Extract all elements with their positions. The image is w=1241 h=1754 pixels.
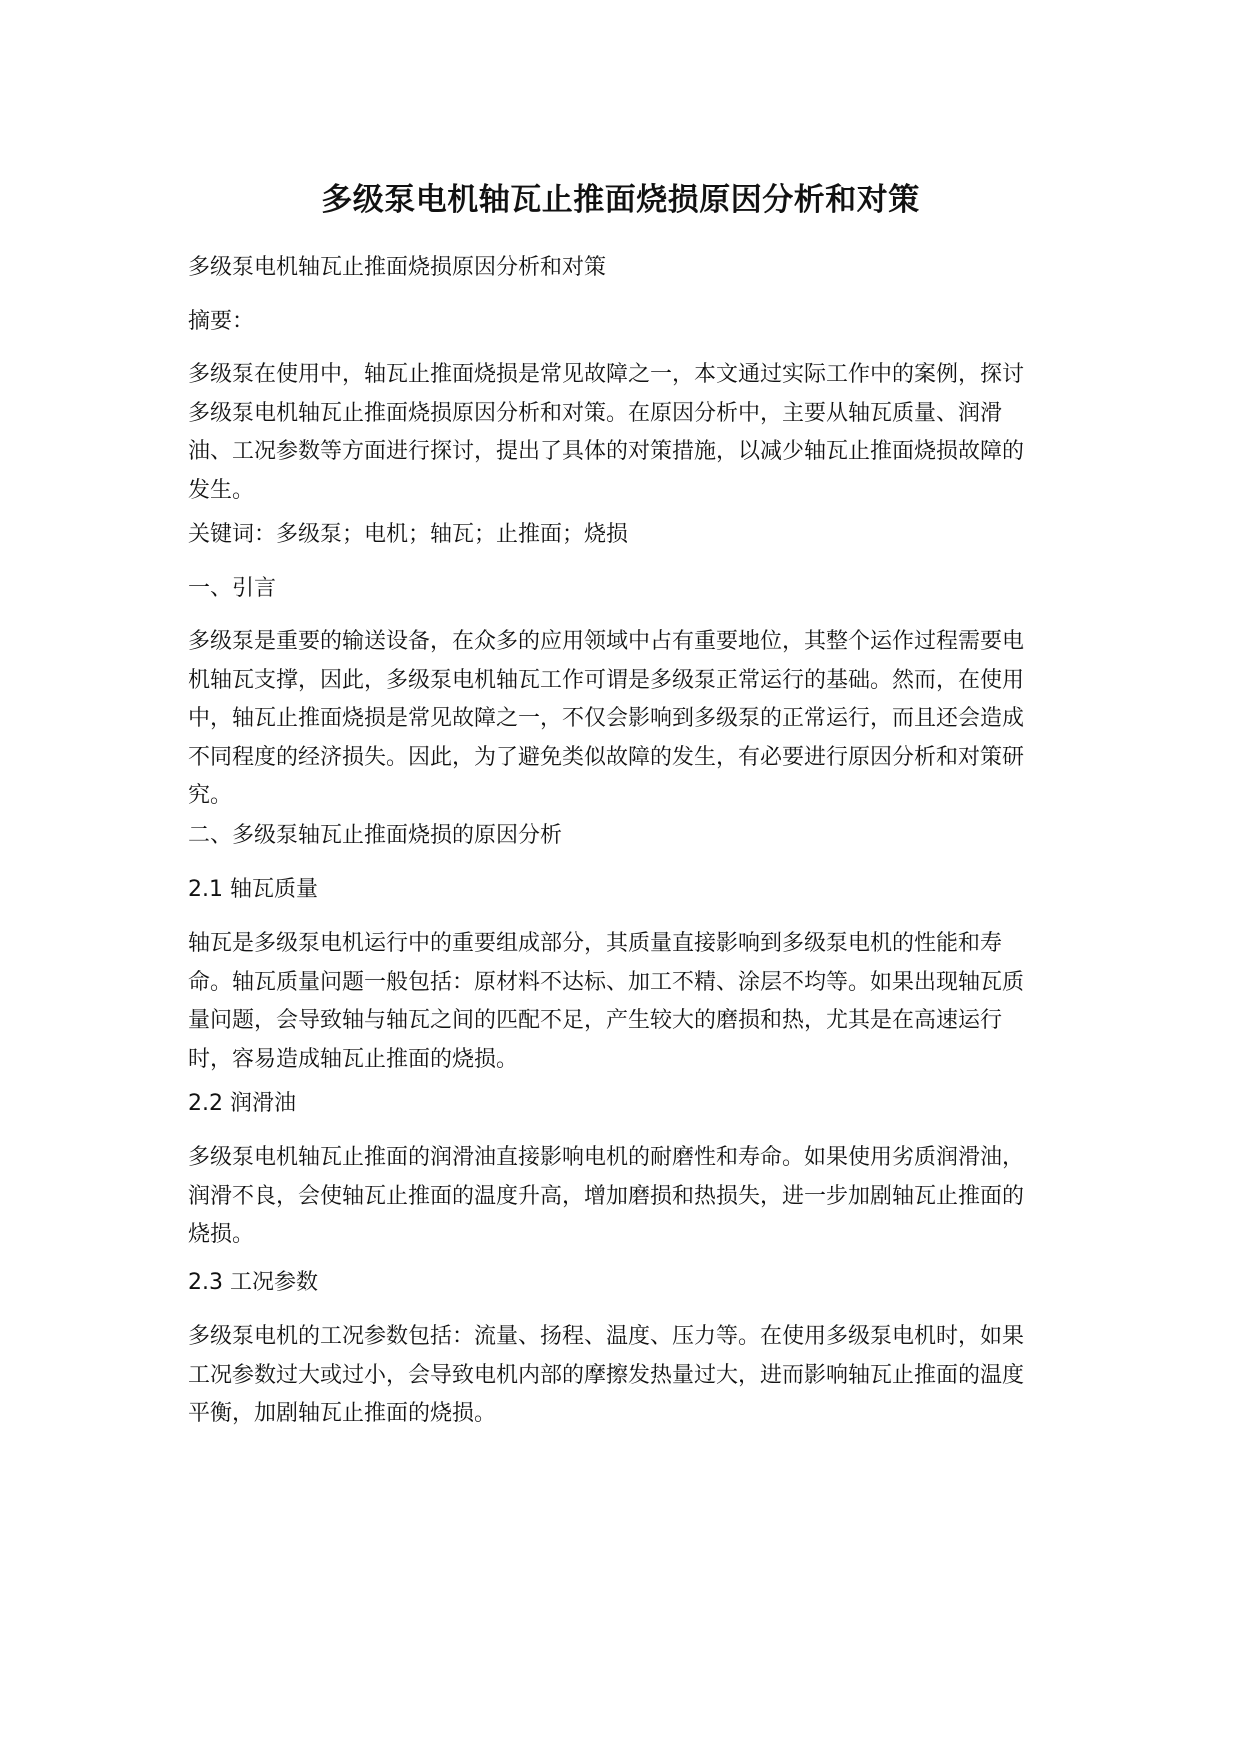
- subsection-heading-bearing-quality: 2.1 轴瓦质量: [188, 877, 318, 902]
- document-subtitle: 多级泵电机轴瓦止推面烧损原因分析和对策: [188, 255, 607, 280]
- bearing-quality-paragraph: 轴瓦是多级泵电机运行中的重要组成部分，其质量直接影响到多级泵电机的性能和寿命。轴瓦质量问题一般包括：原材料不达标、加工不精、涂层不均等。如果出现轴瓦质量问题，会导致轴与轴瓦之间的匹配不足，产生较大的磨损和热，尤其是在高速运行时，容易造成轴瓦止推面的烧损。: [188, 931, 1025, 1072]
- introduction-paragraph: 多级泵是重要的输送设备，在众多的应用领域中占有重要地位，其整个运作过程需要电机轴瓦支撑，因此，多级泵电机轴瓦工作可谓是多级泵正常运行的基础。然而，在使用中，轴瓦止推面烧损是常见故障之一，不仅会影响到多级泵的正常运行，而且还会造成不同程度的经济损失。因此，为了避免类似故障的发生，有必要进行原因分析和对策研究。: [188, 629, 1025, 808]
- lubricant-paragraph: 多级泵电机轴瓦止推面的润滑油直接影响电机的耐磨性和寿命。如果使用劣质润滑油，润滑不良，会使轴瓦止推面的温度升高，增加磨损和热损失，进一步加剧轴瓦止推面的烧损。: [188, 1145, 1025, 1247]
- keywords-line: 关键词：多级泵；电机；轴瓦；止推面；烧损: [188, 522, 629, 547]
- abstract-label: 摘要：: [188, 309, 255, 334]
- subsection-heading-lubricant: 2.2 润滑油: [188, 1091, 296, 1116]
- abstract-paragraph: 多级泵在使用中，轴瓦止推面烧损是常见故障之一，本文通过实际工作中的案例，探讨多级泵电机轴瓦止推面烧损原因分析和对策。在原因分析中，主要从轴瓦质量、润滑油、工况参数等方面进行探讨，提出了具体的对策措施，以减少轴瓦止推面烧损故障的发生。: [188, 362, 1025, 503]
- document-title: 多级泵电机轴瓦止推面烧损原因分析和对策: [321, 182, 920, 218]
- subsection-heading-operating-parameters: 2.3 工况参数: [188, 1270, 318, 1295]
- section-heading-introduction: 一、引言: [188, 576, 277, 601]
- operating-parameters-paragraph: 多级泵电机的工况参数包括：流量、扬程、温度、压力等。在使用多级泵电机时，如果工况参数过大或过小，会导致电机内部的摩擦发热量过大，进而影响轴瓦止推面的温度平衡，加剧轴瓦止推面的烧损。: [188, 1324, 1025, 1426]
- section-heading-cause-analysis: 二、多级泵轴瓦止推面烧损的原因分析: [188, 823, 563, 848]
